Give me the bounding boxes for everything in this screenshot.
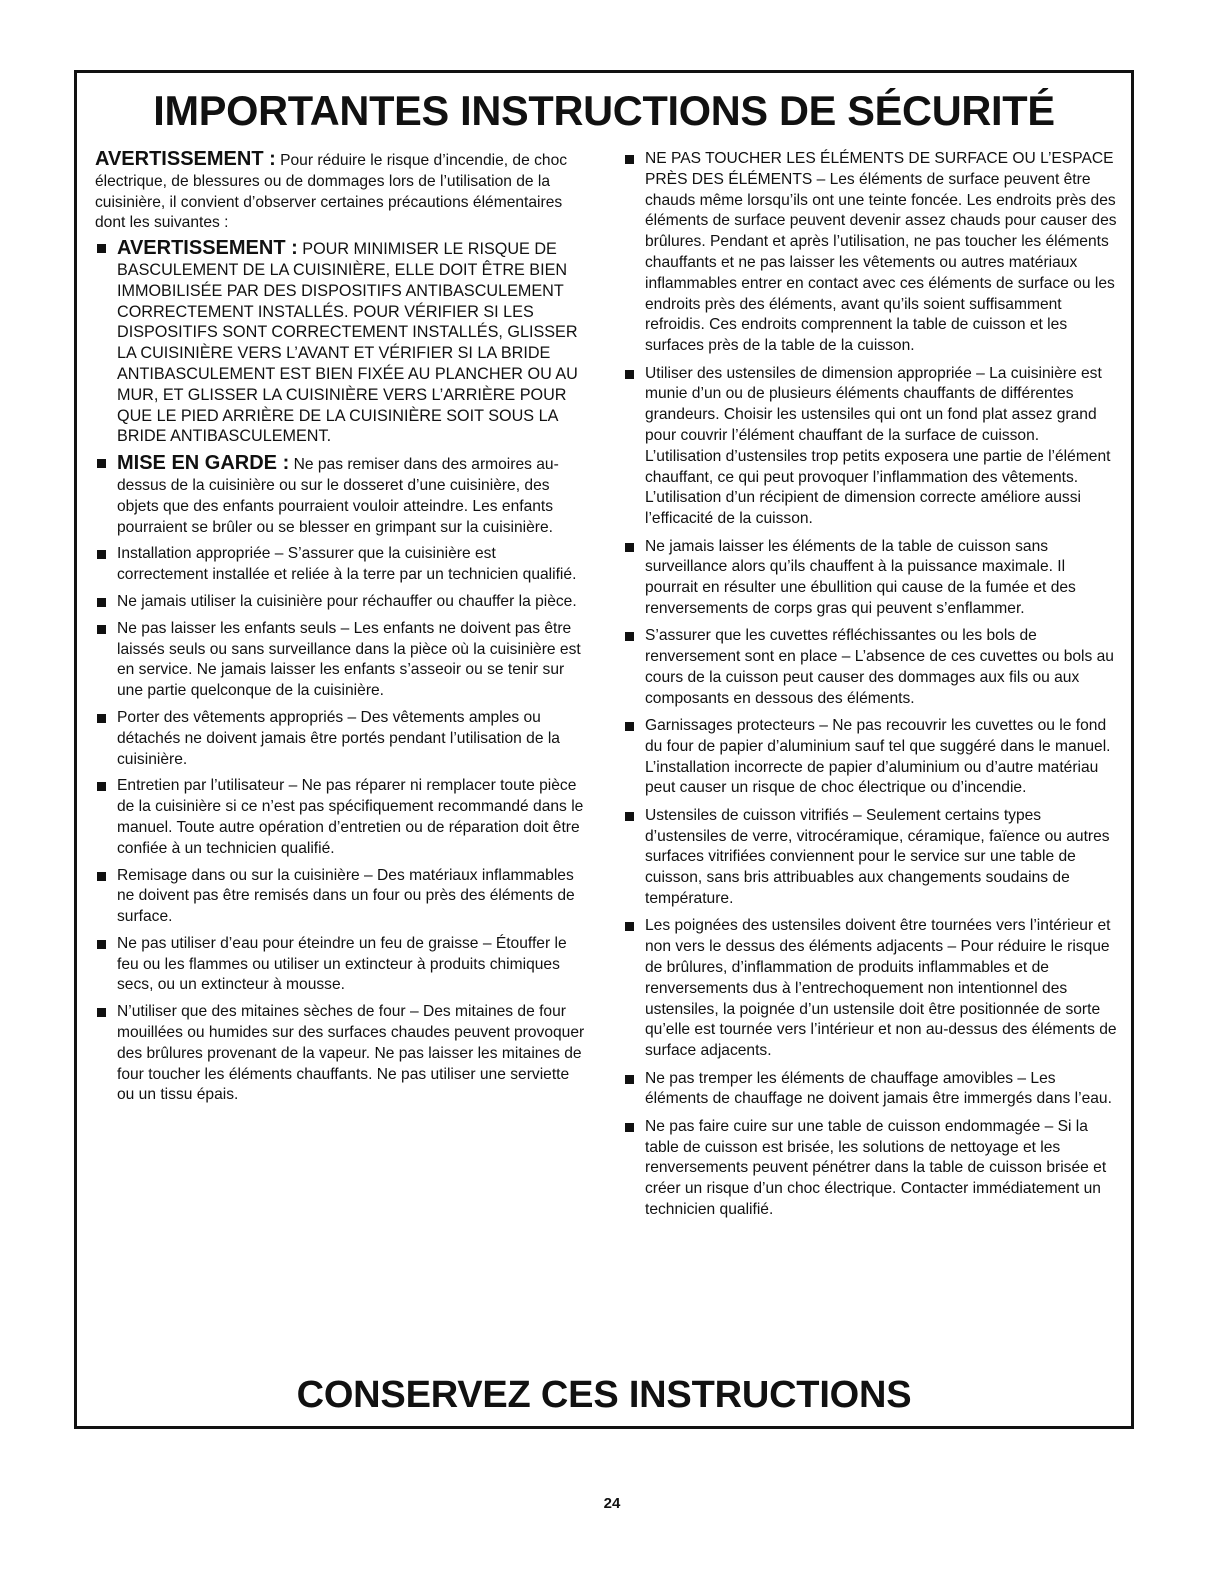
square-bullet-icon: [625, 922, 634, 931]
item-text: Ne pas laisser les enfants seuls – Les enfants ne doivent pas être laissés seuls ou sans surveillance dans la pièce où la cuisinière est en service. Ne jamais laisser les enfants s’asseoir ou se tenir sur une partie quelconque de la cuisinière.: [117, 619, 581, 700]
left-column: [95, 149, 589, 1112]
list-item: [623, 149, 1119, 357]
square-bullet-icon: [97, 1008, 106, 1017]
list-item: [95, 453, 589, 538]
item-text: Ne pas utiliser d’eau pour éteindre un feu de graisse – Étouffer le feu ou les flammes ou utiliser un extincteur à produits chimiques secs, ou un extincteur à mousse.: [117, 934, 567, 994]
intro-paragraph: [95, 149, 589, 234]
list-item: [95, 238, 589, 447]
item-text: Ne pas remiser dans des armoires au-dessus de la cuisinière ou sur le dosseret d’une cuisinière, des objets que des enfants pourraient vouloir atteindre. Les enfants pourraient se brûler ou se blesser en grimpant sur la cuisinière.: [117, 456, 559, 536]
list-item: [95, 544, 589, 586]
list-item: [95, 708, 589, 770]
square-bullet-icon: [625, 812, 634, 821]
list-item: [623, 716, 1119, 799]
list-item: [95, 592, 589, 613]
list-item: [623, 364, 1119, 530]
intro-lead: AVERTISSEMENT :: [95, 148, 276, 170]
item-text: S’assurer que les cuvettes réfléchissantes ou les bols de renversement sont en place – L’absence de ces cuvettes ou bols au cours de la cuisson peut causer des dommages aux fils ou aux composants en dessous des éléments.: [645, 627, 1114, 707]
item-text: Entretien par l’utilisateur – Ne pas réparer ni remplacer toute pièce de la cuisinière si ce n’est pas spécifiquement recommandé dans le manuel. Toute autre opération d’entretien ou de réparation doit être confiée à un technicien qualifié.: [117, 777, 584, 857]
square-bullet-icon: [625, 632, 634, 641]
list-item: [623, 1069, 1119, 1111]
list-item: [95, 934, 589, 996]
item-text: POUR MINIMISER LE RISQUE DE BASCULEMENT DE LA CUISINIÈRE, ELLE DOIT ÊTRE BIEN IMMOBILISÉE PAR DES DISPOSITIFS ANTIBASCULEMENT CORRECTEMENT INSTALLÉS. POUR VÉRIFIER SI LES DISPOSITIFS SONT CORRECTEMENT INSTALLÉS, GLISSER LA CUISINIÈRE VERS L’AVANT ET VÉRIFIER SI LA BRIDE ANTIBASCULEMENT EST BIEN FIXÉE AU PLANCHER OU AU MUR, ET GLISSER LA CUISINIÈRE VERS L’ARRIÈRE POUR QUE LE PIED ARRIÈRE DE LA CUISINIÈRE SOIT SOUS LA BRIDE ANTIBASCULEMENT.: [117, 240, 578, 446]
square-bullet-icon: [97, 459, 106, 468]
square-bullet-icon: [97, 940, 106, 949]
item-text: Installation appropriée – S’assurer que la cuisinière est correctement installée et reliée à la terre par un technicien qualifié.: [117, 545, 577, 584]
square-bullet-icon: [97, 872, 106, 881]
item-lead: MISE EN GARDE :: [117, 452, 290, 475]
item-text: Utiliser des ustensiles de dimension appropriée – La cuisinière est munie d’un ou de plusieurs éléments chauffants de différentes grandeurs. Choisir les ustensiles qui ont un fond plat assez grand pour couvrir l’élément chauffant de la surface de cuisson. L’utilisation d’ustensiles trop petits exposera une partie de l’élément chauffant, ce qui peut provoquer l’inflammation des vêtements. L’utilisation d’un récipient de dimension correcte améliore aussi l’efficacité de la cuisson.: [645, 364, 1111, 528]
item-text: Ne pas faire cuire sur une table de cuisson endommagée – Si la table de cuisson est brisée, les solutions de nettoyage et les renversements peuvent pénétrer dans la table de cuisson brisée et créer un risque d’un choc électrique. Contacter immédiatement un technicien qualifié.: [645, 1117, 1107, 1218]
list-item: [623, 916, 1119, 1062]
right-column: [623, 149, 1119, 1227]
item-text: Porter des vêtements appropriés – Des vêtements amples ou détachés ne doivent jamais être portés pendant l’utilisation de la cuisinière.: [117, 708, 560, 768]
item-text: Ne pas tremper les éléments de chauffage amovibles – Les éléments de chauffage ne doivent jamais être immergés dans l’eau.: [645, 1069, 1112, 1108]
square-bullet-icon: [97, 550, 106, 559]
square-bullet-icon: [97, 625, 106, 634]
footer-title: CONSERVEZ CES INSTRUCTIONS: [296, 1374, 912, 1416]
square-bullet-icon: [625, 155, 634, 164]
square-bullet-icon: [625, 370, 634, 379]
right-bullet-list: [623, 149, 1119, 1221]
square-bullet-icon: [97, 782, 106, 791]
list-item: [623, 626, 1119, 709]
item-text: NE PAS TOUCHER LES ÉLÉMENTS DE SURFACE OU L’ESPACE PRÈS DES ÉLÉMENTS – Les éléments de surface peuvent être chauds même lorsqu’ils ont une teinte foncée. Les endroits près des éléments de surface peuvent devenir assez chauds pour causer des brûlures. Pendant et après l’utilisation, ne pas toucher les éléments chauffants et ne pas laisser les vêtements ou autres matériaux inflammables entrer en contact avec ces éléments de surface ou les endroits près des éléments, avant qu’ils soient suffisamment refroidis. Ces endroits comprennent la table de cuisson et les surfaces près de la table de la cuisson.: [645, 150, 1117, 355]
page-number: 24: [603, 1495, 621, 1512]
square-bullet-icon: [625, 1075, 634, 1084]
item-lead: AVERTISSEMENT :: [117, 237, 298, 260]
item-text: Ne jamais utiliser la cuisinière pour réchauffer ou chauffer la pièce.: [117, 592, 577, 610]
item-text: Remisage dans ou sur la cuisinière – Des matériaux inflammables ne doivent pas être remisés dans un four ou près des éléments de surface.: [117, 866, 575, 926]
item-text: N’utiliser que des mitaines sèches de four – Des mitaines de four mouillées ou humides sur des surfaces chaudes peuvent provoquer des brûlures provenant de la vapeur. Ne pas laisser les mitaines de four toucher les éléments chauffants. Ne pas utiliser une serviette ou un tissu épais.: [117, 1003, 585, 1104]
list-item: [95, 619, 589, 702]
item-text: Les poignées des ustensiles doivent être tournées vers l’intérieur et non vers le dessus des éléments adjacents – Pour réduire le risque de brûlures, d’inflammation de produits inflammables et de renversements dus à l’entrechoquement non intentionnel des ustensiles, la poignée d’un ustensile doit être positionnée de sorte qu’elle est tournée vers l’intérieur et non au-dessus des éléments de surface adjacents.: [645, 917, 1117, 1060]
page-title: IMPORTANTES INSTRUCTIONS DE SÉCURITÉ: [153, 87, 1055, 134]
square-bullet-icon: [97, 714, 106, 723]
list-item: [95, 1002, 589, 1106]
square-bullet-icon: [625, 543, 634, 552]
safety-instructions-box: [74, 70, 1134, 1429]
list-item: [623, 806, 1119, 910]
left-bullet-list: [95, 238, 589, 1106]
intro-text: Pour réduire le risque d’incendie, de choc électrique, de blessures ou de dommages lors de l’utilisation de la cuisinière, il convient d’observer certaines précautions élémentaires dont les suivantes :: [95, 152, 568, 232]
square-bullet-icon: [625, 1123, 634, 1132]
list-item: [95, 776, 589, 859]
list-item: [623, 537, 1119, 620]
square-bullet-icon: [97, 598, 106, 607]
item-text: Garnissages protecteurs – Ne pas recouvrir les cuvettes ou le fond du four de papier d’aluminium sauf tel que suggéré dans le manuel. L’installation incorrecte de papier d’aluminium ou d’autre matériau peut causer un risque de choc électrique ou d’incendie.: [645, 717, 1111, 797]
list-item: [95, 866, 589, 928]
list-item: [623, 1117, 1119, 1221]
item-text: Ne jamais laisser les éléments de la table de cuisson sans surveillance alors qu’ils chauffent à la puissance maximale. Il pourrait en résulter une ébullition qui cause de la fumée et des renversements de corps gras qui peuvent s’enflammer.: [645, 537, 1076, 617]
item-text: Ustensiles de cuisson vitrifiés – Seulement certains types d’ustensiles de verre, vitrocéramique, céramique, faïence ou autres surfaces vitrifiées conviennent pour le service sur une table de cuisson, sans bris attribuables aux changements soudains de température.: [645, 806, 1110, 908]
square-bullet-icon: [625, 722, 634, 731]
square-bullet-icon: [97, 244, 106, 253]
